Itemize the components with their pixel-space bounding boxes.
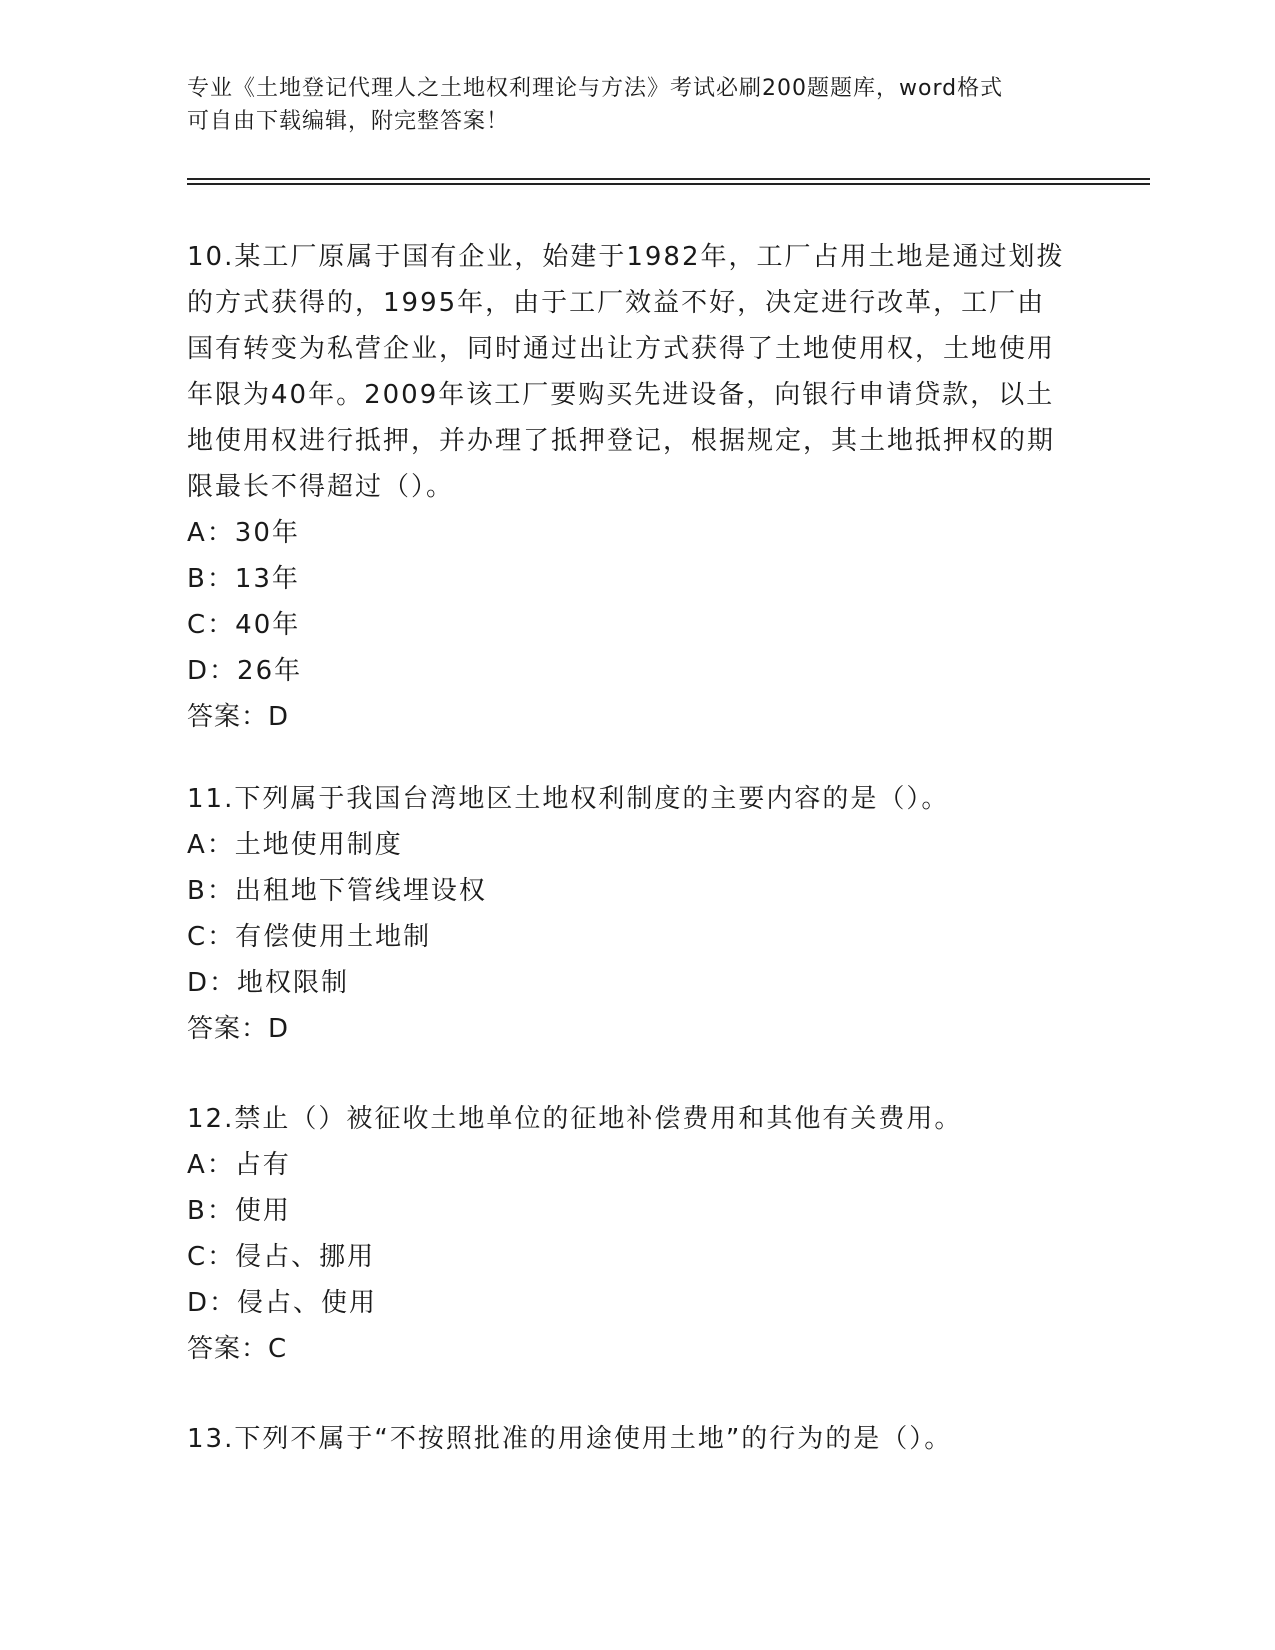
- header-line-2: 可自由下载编辑，附完整答案！: [187, 109, 510, 134]
- header-divider-top: [187, 178, 1150, 180]
- header-divider-bottom: [187, 183, 1150, 185]
- header-line-1: 专业《土地登记代理人之土地权利理论与方法》考试必刷200题题库，word格式: [187, 76, 1004, 101]
- option-c: C：40年: [187, 610, 301, 640]
- question-10: [187, 234, 1067, 740]
- question-13: [187, 1416, 1067, 1462]
- option-c: C：有偿使用土地制: [187, 922, 432, 952]
- option-a: A：土地使用制度: [187, 830, 403, 860]
- answer-line: 答案：D: [187, 1014, 290, 1044]
- question-stem: 10.某工厂原属于国有企业，始建于1982年，工厂占用土地是通过划拨的方式获得的，1995年，由于工厂效益不好，决定进行改革，工厂由国有转变为私营企业，同时通过出让方式获得了土地使用权，土地使用年限为40年。2009年该工厂要购买先进设备，向银行申请贷款，以土地使用权进行抵押，并办理了抵押登记，根据规定，其土地抵押权的期限最长不得超过（）。: [187, 242, 1065, 502]
- answer-line: 答案：C: [187, 1334, 288, 1364]
- option-a: A：30年: [187, 518, 300, 548]
- question-12: [187, 1096, 1067, 1372]
- option-c: C：侵占、挪用: [187, 1242, 376, 1272]
- answer-line: 答案：D: [187, 702, 290, 732]
- option-d: D：地权限制: [187, 968, 350, 998]
- option-b: B：出租地下管线埋设权: [187, 876, 487, 906]
- option-b: B：13年: [187, 564, 300, 594]
- document-header: [187, 72, 1087, 138]
- question-stem: 11.下列属于我国台湾地区土地权利制度的主要内容的是（）。: [187, 784, 950, 814]
- option-d: D：26年: [187, 656, 303, 686]
- option-a: A：占有: [187, 1150, 291, 1180]
- question-stem: 13.下列不属于“不按照批准的用途使用土地”的行为的是（）。: [187, 1424, 953, 1454]
- question-stem: 12.禁止（）被征收土地单位的征地补偿费用和其他有关费用。: [187, 1104, 963, 1134]
- option-b: B：使用: [187, 1196, 291, 1226]
- question-11: [187, 776, 1067, 1052]
- option-d: D：侵占、使用: [187, 1288, 378, 1318]
